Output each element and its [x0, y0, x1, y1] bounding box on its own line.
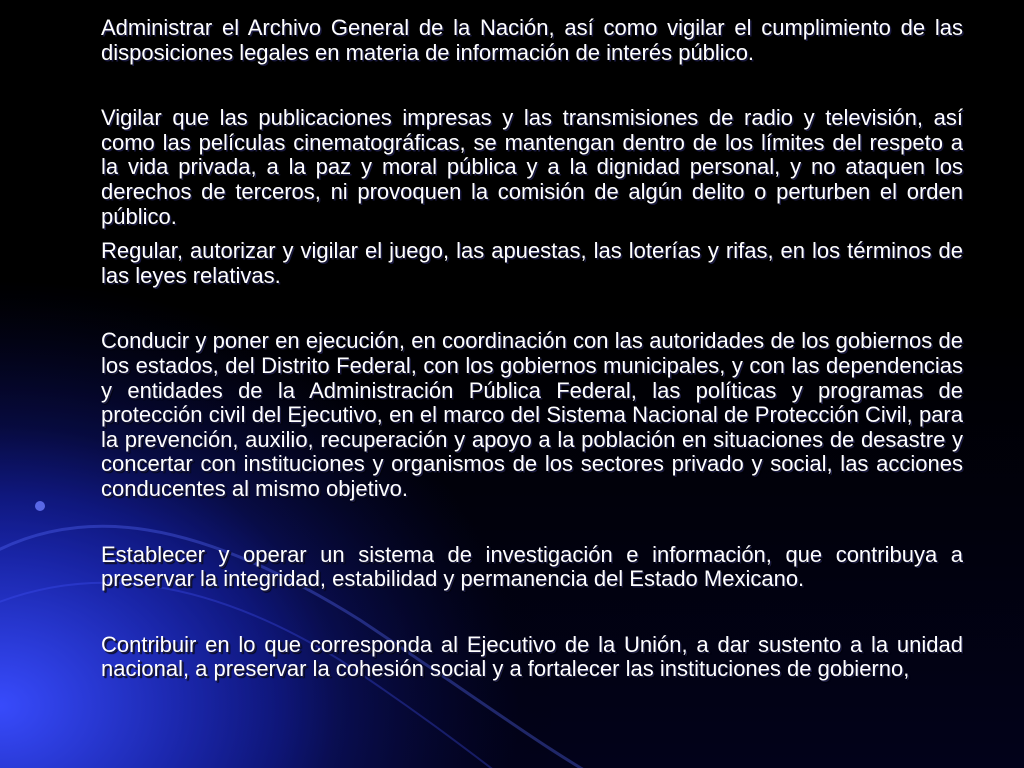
- slide-text-body: [101, 16, 963, 682]
- decor-dot: [35, 501, 45, 511]
- paragraph-proteccion-civil: Conducir y poner en ejecución, en coordinación con las autoridades de los gobiernos de los estados, del Distrito Federal, con los gobiernos municipales, y con las dependencias y entidades de la Administración Pública Federal, las políticas y programas de protección civil del Ejecutivo, en el marco del Sistema Nacional de Protección Civil, para la prevención, auxilio, recuperación y apoyo a la población en situaciones de desastre y concertar con instituciones y organismos de los sectores privado y social, las acciones conducentes al mismo objetivo.: [101, 328, 963, 501]
- paragraph-unidad-nacional: Contribuir en lo que corresponda al Ejecutivo de la Unión, a dar sustento a la unidad nacional, a preservar la cohesión social y a fortalecer las instituciones de gobierno,: [101, 631, 963, 682]
- paragraph-investigacion: Establecer y operar un sistema de investigación e información, que contribuya a preservar la integridad, estabilidad y permanencia del Estado Mexicano.: [101, 541, 963, 592]
- paragraph-juego-apuestas: Regular, autorizar y vigilar el juego, las apuestas, las loterías y rifas, en los términos de las leyes relativas.: [101, 238, 963, 288]
- paragraph-publicaciones: Vigilar que las publicaciones impresas y las transmisiones de radio y televisión, así como las películas cinematográficas, se mantengan dentro de los límites del respeto a la vida privada, a la paz y moral pública y a la dignidad personal, y no ataquen los derechos de terceros, ni provoquen la comisión de algún delito o perturben el orden público.: [101, 105, 963, 229]
- paragraph-archivo-general: Administrar el Archivo General de la Nación, así como vigilar el cumplimiento de las disposiciones legales en materia de información de interés público.: [101, 15, 963, 65]
